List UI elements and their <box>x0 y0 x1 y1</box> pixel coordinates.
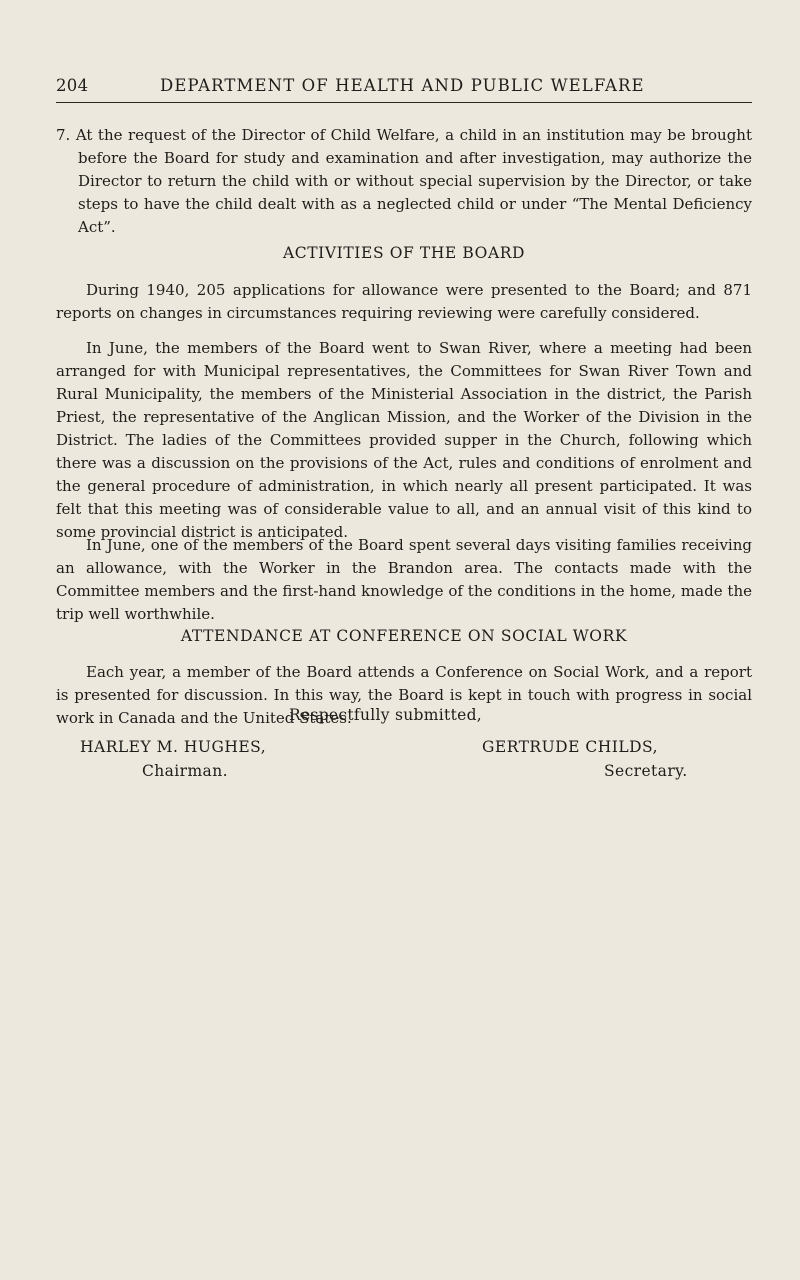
paragraph-activities-2: In June, the members of the Board went to Swan River, where a meeting had been arranged for with Municipal representatives, the Committees for Swan River Town and Rural Municipality, the members of the Ministerial Association in the district, the Parish Priest, the representative of the Anglican Mission, and the Worker of the Division in the District. The ladies of the Committees provided supper in the Church, following which there was a discussion on the provisions of the Act, rules and conditions of enrolment and the general procedure of administration, in which nearly all present participated. It was felt that this meeting was of considerable value to all, and an annual visit of this kind to some provincial district is anticipated. <box>56 339 752 541</box>
section-heading-activities: ACTIVITIES OF THE BOARD <box>282 244 526 262</box>
paragraph-item-7: 7. At the request of the Director of Child Welfare, a child in an institution may be brought before the Board for study and examination and after investigation, may authorize the Director to return the child with or without special supervision by the Director, or take steps to have the child dealt with as a neglected child or under “The Mental Deficiency Act”. <box>56 126 752 236</box>
page-number: 204 <box>56 76 89 95</box>
signatory-name-secretary: GERTRUDE CHILDS, <box>482 738 659 756</box>
paragraph-activities-3: In June, one of the members of the Board spent several days visiting families receiving an allowance, with the Worker in the Brandon area. The contacts made with the Committee members and the first-hand knowledge of the conditions in the home, made the trip well worthwhile. <box>56 536 752 623</box>
running-head: DEPARTMENT OF HEALTH AND PUBLIC WELFARE <box>160 76 645 95</box>
signatory-title-chairman: Chairman. <box>142 762 228 780</box>
signatory-title-secretary: Secretary. <box>604 762 688 780</box>
signatory-name-chairman: HARLEY M. HUGHES, <box>80 738 267 756</box>
section-heading-conference: ATTENDANCE AT CONFERENCE ON SOCIAL WORK <box>180 627 628 645</box>
closing-salutation: Respectfully submitted, <box>289 706 483 724</box>
paragraph-activities-1: During 1940, 205 applications for allowance were presented to the Board; and 871 reports on changes in circumstances requiring reviewing were carefully considered. <box>56 281 752 322</box>
page-header <box>56 72 752 103</box>
paragraph-conference-1: Each year, a member of the Board attends a Conference on Social Work, and a report is presented for discussion. In this way, the Board is kept in touch with progress in social work in Canada and the United States. <box>56 663 752 727</box>
